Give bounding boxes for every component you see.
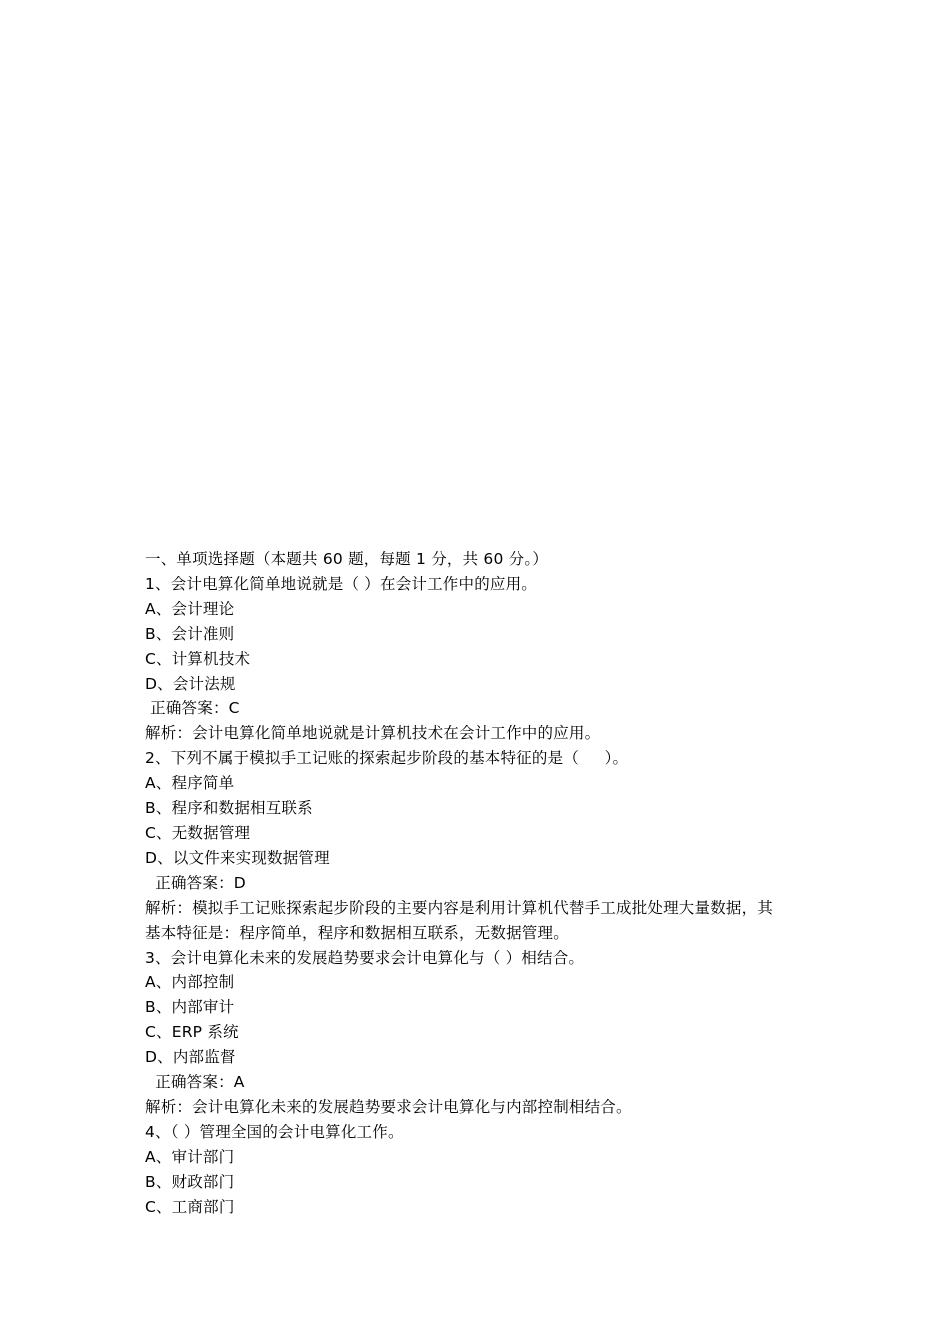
question-2-option-c: C、无数据管理	[145, 823, 251, 842]
question-4-option-b: B、财政部门	[145, 1172, 235, 1191]
question-3-explanation: 解析：会计电算化未来的发展趋势要求会计电算化与内部控制相结合。	[145, 1097, 632, 1116]
question-1-answer: 正确答案：C	[145, 699, 240, 718]
question-2-option-d: D、以文件来实现数据管理	[145, 848, 330, 867]
question-4-option-c: C、工商部门	[145, 1197, 235, 1216]
question-1-option-a: A、会计理论	[145, 599, 235, 618]
question-1-explanation: 解析：会计电算化简单地说就是计算机技术在会计工作中的应用。	[145, 724, 601, 743]
question-3-option-d: D、内部监督	[145, 1048, 236, 1067]
question-2-stem: 2、下列不属于模拟手工记账的探索起步阶段的基本特征的是（ ）。	[145, 749, 629, 768]
question-4-stem: 4、（ ）管理全国的会计电算化工作。	[145, 1122, 404, 1141]
section-heading: 一、单项选择题（本题共 60 题，每题 1 分，共 60 分。）	[145, 550, 549, 568]
question-1-option-d: D、会计法规	[145, 674, 236, 693]
question-2-explanation-line-2: 基本特征是：程序简单，程序和数据相互联系，无数据管理。	[145, 923, 569, 942]
question-1-stem: 1、会计电算化简单地说就是（ ）在会计工作中的应用。	[145, 574, 537, 593]
question-3-stem: 3、会计电算化未来的发展趋势要求会计电算化与（ ）相结合。	[145, 948, 585, 967]
question-3-answer: 正确答案：A	[145, 1073, 245, 1092]
question-4-option-a: A、审计部门	[145, 1147, 235, 1166]
question-2-option-a: A、程序简单	[145, 774, 235, 793]
document-body	[145, 547, 825, 1219]
question-1-option-c: C、计算机技术	[145, 649, 251, 668]
question-2-answer: 正确答案：D	[145, 873, 246, 892]
question-3-option-b: B、内部审计	[145, 998, 235, 1017]
question-1-option-b: B、会计准则	[145, 624, 235, 643]
question-2-option-b: B、程序和数据相互联系	[145, 799, 313, 818]
question-2-explanation-line-1: 解析：模拟手工记账探索起步阶段的主要内容是利用计算机代替手工成批处理大量数据，其	[145, 898, 774, 917]
question-3-option-a: A、内部控制	[145, 973, 235, 992]
question-3-option-c: C、ERP 系统	[145, 1023, 239, 1042]
